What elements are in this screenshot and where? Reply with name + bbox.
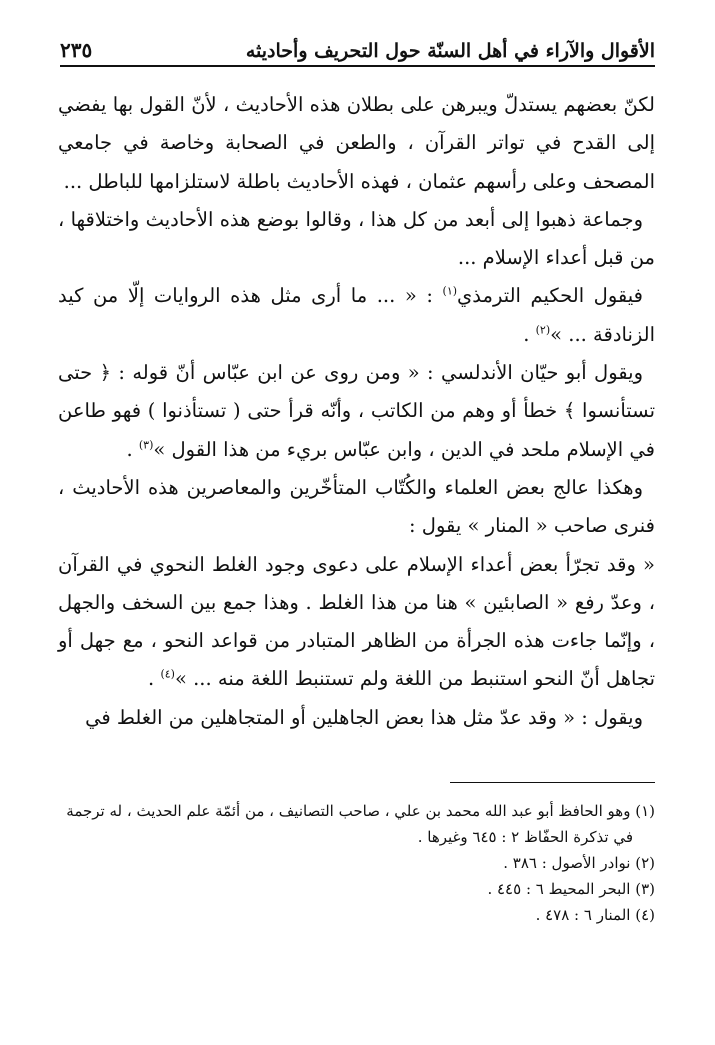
footnote-1: (١) وهو الحافظ أبو عبد الله محمد بن علي ، صاحب التصانيف ، من أئمّة علم الحديث ، له ترجمة bbox=[66, 802, 655, 820]
footnotes bbox=[58, 798, 655, 928]
paragraph-3-end: . bbox=[523, 322, 536, 346]
footnote-3: (٣) البحر المحيط ٦ : ٤٤٥ . bbox=[487, 880, 655, 898]
paragraph-7: ويقول : « وقد عدّ مثل هذا بعض الجاهلين أو المتجاهلين من الغلط في bbox=[85, 705, 643, 729]
main-text bbox=[58, 86, 655, 737]
running-header bbox=[60, 30, 655, 67]
paragraph-4-text: ويقول أبو حيّان الأندلسي : « ومن روى عن ابن عبّاس أنّ قوله : ﴿ حتى تستأنسوا ﴾ خطأ أو وهم من الكاتب ، وأنّه قرأ حتى ( تستأذنوا ) فهو طاعن في الإسلام ملحد في الدين ، وابن عبّاس بريء من هذا القول » bbox=[58, 361, 655, 461]
paragraph-6-end: . bbox=[148, 667, 161, 691]
footnote-separator bbox=[450, 782, 655, 783]
paragraph-4-end: . bbox=[126, 437, 139, 461]
footnote-1-continued: في تذكرة الحفّاظ ٢ : ٦٤٥ وغيرها . bbox=[417, 828, 633, 846]
footnote-2: (٢) نوادر الأصول : ٣٨٦ . bbox=[503, 854, 655, 872]
paragraph-3-text-b: : « ... ما أرى مثل هذه الروايات إلّا من كيد الزنادقة ... » bbox=[58, 284, 655, 346]
footnote-ref-3: (٣) bbox=[138, 438, 154, 452]
paragraph-1: لكنّ بعضهم يستدلّ ويبرهن على بطلان هذه الأحاديث ، لأنّ القول بها يفضي إلى القدح في تواتر القرآن ، والطعن في الصحابة وخاصة في جامعي المصحف وعلى رأسهم عثمان ، فهذه الأحاديث باطلة لاستلزامها للباطل ... bbox=[58, 93, 655, 193]
paragraph-3-text-a: فيقول الحكيم الترمذي bbox=[457, 284, 643, 308]
paragraph-5: وهكذا عالج بعض العلماء والكُتّاب المتأخّرين والمعاصرين هذه الأحاديث ، فنرى صاحب « المنار » يقول : bbox=[58, 475, 655, 538]
header-title: الأقوال والآراء في أهل السنّة حول التحريف وأحاديثه bbox=[245, 40, 655, 62]
footnote-ref-2: (٢) bbox=[535, 323, 551, 337]
paragraph-2: وجماعة ذهبوا إلى أبعد من كل هذا ، وقالوا بوضع هذه الأحاديث واختلاقها ، من قبل أعداء الإسلام ... bbox=[58, 207, 655, 270]
footnote-ref-1: (١) bbox=[442, 284, 458, 298]
paragraph-3 bbox=[58, 277, 655, 354]
paragraph-6 bbox=[58, 546, 655, 699]
footnote-ref-4: (٤) bbox=[160, 667, 175, 681]
page-number: ٢٣٥ bbox=[60, 38, 93, 62]
paragraph-4 bbox=[58, 354, 655, 469]
paragraph-6-text: « وقد تجرّأ بعض أعداء الإسلام على دعوى وجود الغلط النحوي في القرآن ، وعدّ رفع « الصابئين » هنا من هذا الغلط . وهذا جمع بين السخف والجهل ، وإنّما جاءت هذه الجرأة من الظاهر المتبادر من قواعد النحو ، مع جهل أو تجاهل أنّ النحو استنبط من اللغة ولم تستنبط اللغة منه ... » bbox=[58, 552, 655, 691]
footnote-4: (٤) المنار ٦ : ٤٧٨ . bbox=[535, 906, 655, 924]
